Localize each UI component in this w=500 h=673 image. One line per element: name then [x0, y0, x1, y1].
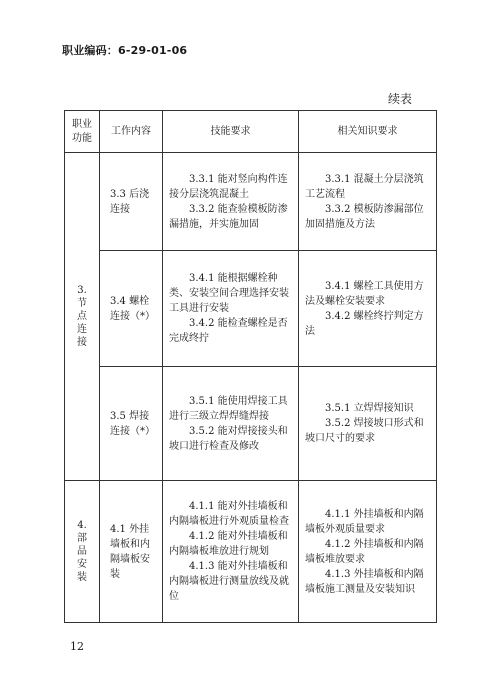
header-content: 工作内容	[100, 111, 163, 153]
header-knowledge: 相关知识要求	[299, 111, 437, 153]
table-row	[65, 367, 437, 481]
skill-item: 4.1.3 能对外挂墙板和内隔墙板进行测量放线及就位	[169, 561, 289, 602]
skills-table	[64, 110, 437, 623]
skill-item: 3.5.1 能使用焊接工具进行三级立焊焊缝焊接	[169, 395, 288, 422]
table-row	[65, 153, 437, 251]
knowledge-item: 3.5.2 焊接坡口形式和坡口尺寸的要求	[305, 418, 424, 444]
knowledge-item: 3.4.2 螺栓终拧判定方法	[305, 310, 424, 337]
table-header-row	[65, 111, 437, 153]
function-cell	[65, 153, 100, 481]
table-row	[65, 251, 437, 367]
knowledge-item: 4.1.2 外挂墙板和内隔墙板堆放要求	[305, 538, 424, 565]
skill-item: 3.5.2 能对焊接接头和坡口进行检查及修改	[169, 425, 288, 452]
skill-item: 3.3.1 能对竖向构件连接分层浇筑混凝土	[169, 173, 288, 200]
page-number: 12	[70, 640, 84, 653]
knowledge-cell	[299, 153, 437, 251]
content-cell: 3.4 螺栓连接（*）	[100, 251, 163, 367]
function-cell	[65, 481, 100, 623]
skill-item: 4.1.1 能对外挂墙板和内隔墙板进行外观质量检查	[169, 501, 289, 527]
function-label: 4.部品安装	[77, 520, 87, 583]
knowledge-item: 3.4.1 螺栓工具使用方法及螺栓安装要求	[305, 280, 424, 307]
skills-cell	[163, 153, 299, 251]
skills-cell	[163, 367, 299, 481]
content-cell: 3.5 焊接连接（*）	[100, 367, 163, 481]
header-skills: 技能要求	[163, 111, 299, 153]
knowledge-item: 3.5.1 立焊焊接知识	[325, 403, 414, 414]
knowledge-cell	[299, 367, 437, 481]
function-label: 3.节点连接	[77, 285, 87, 348]
skill-item: 3.4.2 能检查螺栓是否完成终拧	[169, 318, 288, 344]
knowledge-item: 3.3.2 模板防渗漏部位加固措施及方法	[305, 203, 424, 230]
skill-item: 3.4.1 能根据螺栓种类、安装空间合理选择安装工具进行安装	[169, 273, 289, 314]
knowledge-cell	[299, 251, 437, 367]
skills-cell	[163, 481, 299, 623]
knowledge-item: 3.3.1 混凝土分层浇筑工艺流程	[305, 173, 424, 200]
continued-label: 续表	[388, 92, 413, 106]
occupation-code: 职业编码：6-29-01-06	[62, 44, 188, 57]
skill-item: 3.3.2 能查验模板防渗漏措施，并实施加固	[169, 203, 288, 230]
content-cell: 3.3 后浇连接	[100, 153, 163, 251]
skill-item: 4.1.2 能对外挂墙板和内隔墙板堆放进行规划	[169, 531, 288, 557]
content-cell: 4.1 外挂墙板和内隔墙板安装	[100, 481, 163, 623]
knowledge-item: 4.1.1 外挂墙板和内隔墙板外观质量要求	[305, 508, 424, 535]
knowledge-cell	[299, 481, 437, 623]
table-row	[65, 481, 437, 623]
knowledge-item: 4.1.3 外挂墙板和内隔墙板施工测量及安装知识	[305, 568, 424, 595]
skills-cell	[163, 251, 299, 367]
header-function: 职业功能	[65, 111, 100, 153]
